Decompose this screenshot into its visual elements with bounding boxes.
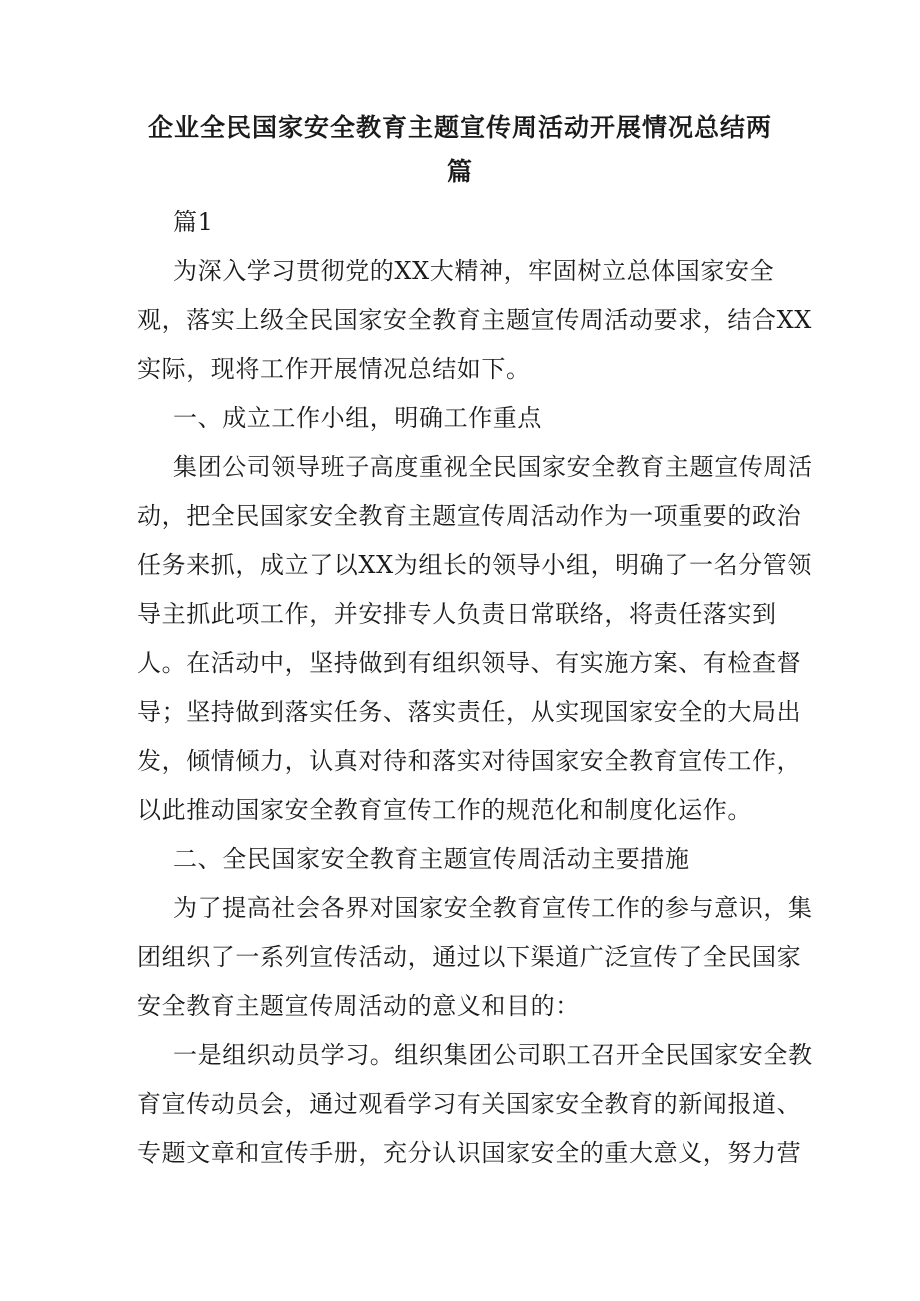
- paragraph-line: 为深入学习贯彻党的XX大精神，牢固树立总体国家安全: [173, 257, 775, 285]
- document-title-line-1: 企业全民国家安全教育主题宣传周活动开展情况总结两: [147, 113, 772, 142]
- paragraph-line: 团组织了一系列宣传活动，通过以下渠道广泛宣传了全民国家: [137, 943, 802, 971]
- section-label-part-1: 篇1: [173, 208, 214, 236]
- paragraph-line: 动，把全民国家安全教育主题宣传周活动作为一项重要的政治: [137, 502, 802, 530]
- paragraph-line: 导主抓此项工作，并安排专人负责日常联络，将责任落实到: [137, 600, 777, 628]
- section-heading-2: 二、全民国家安全教育主题宣传周活动主要措施: [173, 845, 690, 873]
- paragraph-line: 发，倾情倾力，认真对待和落实对待国家安全教育宣传工作，: [137, 747, 802, 775]
- section-heading-1: 一、成立工作小组，明确工作重点: [173, 404, 542, 432]
- paragraph-line: 导；坚持做到落实任务、落实责任，从实现国家安全的大局出: [137, 698, 802, 726]
- paragraph-line: 育宣传动员会，通过观看学习有关国家安全教育的新闻报道、: [137, 1090, 802, 1118]
- document-title-line-2: 篇: [446, 157, 473, 186]
- paragraph-line: 人。在活动中，坚持做到有组织领导、有实施方案、有检查督: [137, 649, 802, 677]
- paragraph-line: 实际，现将工作开展情况总结如下。: [137, 355, 531, 383]
- paragraph-line: 专题文章和宣传手册，充分认识国家安全的重大意义，努力营: [137, 1139, 802, 1167]
- paragraph-line: 为了提高社会各界对国家安全教育宣传工作的参与意识，集: [173, 894, 813, 922]
- paragraph-line: 集团公司领导班子高度重视全民国家安全教育主题宣传周活: [173, 453, 813, 481]
- paragraph-line: 任务来抓，成立了以XX为组长的领导小组，明确了一名分管领: [137, 551, 812, 579]
- paragraph-line: 安全教育主题宣传周活动的意义和目的：: [137, 992, 580, 1020]
- paragraph-line: 一是组织动员学习。组织集团公司职工召开全民国家安全教: [173, 1041, 813, 1069]
- paragraph-line: 以此推动国家安全教育宣传工作的规范化和制度化运作。: [137, 796, 752, 824]
- paragraph-line: 观，落实上级全民国家安全教育主题宣传周活动要求，结合XX: [137, 306, 812, 334]
